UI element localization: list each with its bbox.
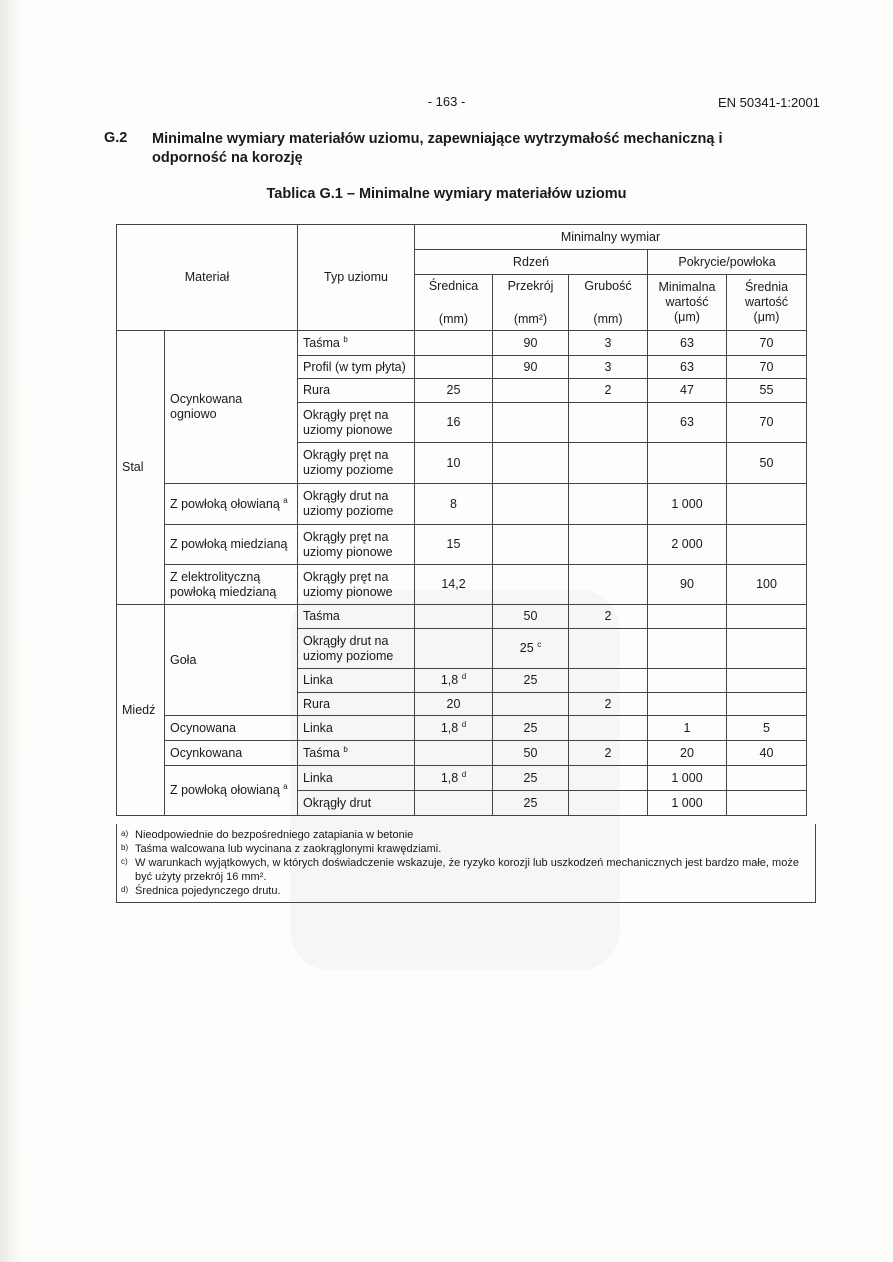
group-lead-coated-steel [165, 484, 298, 525]
table-row [117, 741, 807, 766]
note-marker: d) [121, 885, 129, 894]
table-title: Tablica G.1 – Minimalne wymiary materiałów uziomu [266, 186, 627, 202]
section-number: G.2 [104, 130, 128, 146]
cell-diameter: 10 [415, 443, 493, 484]
cell-section: 25 [493, 766, 569, 791]
header-core: Rdzeń [415, 250, 648, 275]
note-item [121, 856, 809, 884]
cell-min: 63 [648, 331, 727, 356]
note-mark: d [461, 719, 467, 729]
cell-min: 90 [648, 565, 727, 605]
cell-section [493, 565, 569, 605]
cell-avg [727, 791, 807, 816]
cell-type: Okrągły drut na uziomy poziome [298, 484, 415, 525]
diameter-value: 1,8 [440, 720, 459, 735]
cell-thickness [569, 525, 648, 565]
cell-type: Rura [298, 379, 415, 403]
cell-section: 50 [493, 605, 569, 629]
cell-min: 63 [648, 403, 727, 443]
table-row [117, 331, 807, 356]
cell-diameter [415, 629, 493, 669]
cell-type: Linka [298, 766, 415, 791]
header-min-dimension: Minimalny wymiar [415, 225, 807, 250]
cell-section [493, 484, 569, 525]
cell-thickness [569, 565, 648, 605]
note-mark: b [343, 334, 348, 344]
cell-thickness [569, 766, 648, 791]
cell-thickness [569, 403, 648, 443]
note-marker: b) [121, 843, 129, 852]
note-text: Taśma walcowana lub wycinana z zaokrąglonymi krawędziami. [135, 843, 442, 855]
cell-section [493, 403, 569, 443]
cell-type [298, 741, 415, 766]
cell-thickness: 3 [569, 356, 648, 379]
cell-min: 1 000 [648, 791, 727, 816]
note-item [121, 884, 809, 898]
cell-type: Okrągły drut [298, 791, 415, 816]
group-copper: Miedź [117, 605, 165, 816]
cell-diameter: 25 [415, 379, 493, 403]
cell-avg [727, 525, 807, 565]
page-number: - 163 - [427, 94, 466, 109]
cell-avg [727, 669, 807, 693]
cell-thickness [569, 443, 648, 484]
group-hot-dip: Ocynkowana ogniowo [165, 331, 298, 484]
cell-avg: 55 [727, 379, 807, 403]
diameter-label: Średnica [428, 278, 479, 293]
group-electro-copper: Z elektrolityczną powłoką miedzianą [165, 565, 298, 605]
cell-section: 50 [493, 741, 569, 766]
table-row [117, 484, 807, 525]
diameter-unit: (mm) [438, 311, 469, 326]
cell-section: 25 [493, 791, 569, 816]
cell-avg: 100 [727, 565, 807, 605]
group-tinned: Ocynowana [165, 716, 298, 741]
cell-diameter: 8 [415, 484, 493, 525]
cell-min: 47 [648, 379, 727, 403]
cell-avg [727, 484, 807, 525]
table-row [117, 565, 807, 605]
avg-value-label: Średnia wartość [744, 280, 789, 309]
cell-type [298, 331, 415, 356]
section-label: Przekrój [507, 278, 554, 293]
cell-section [493, 525, 569, 565]
cell-type: Linka [298, 669, 415, 693]
cell-type: Taśma [298, 605, 415, 629]
thickness-label: Grubość [584, 278, 632, 293]
cell-min: 1 000 [648, 766, 727, 791]
cell-min [648, 669, 727, 693]
header-avg-value [727, 275, 807, 331]
cell-section: 25 [493, 716, 569, 741]
cell-avg [727, 693, 807, 716]
cell-thickness: 3 [569, 331, 648, 356]
cell-avg: 50 [727, 443, 807, 484]
note-item [121, 828, 809, 842]
header-type: Typ uziomu [298, 225, 415, 331]
cell-type: Okrągły drut na uziomy poziome [298, 629, 415, 669]
cell-avg: 70 [727, 403, 807, 443]
cell-min: 63 [648, 356, 727, 379]
cell-avg: 70 [727, 356, 807, 379]
section-unit: (mm²) [513, 311, 548, 326]
type-label: Taśma [303, 745, 340, 760]
cell-min: 1 000 [648, 484, 727, 525]
cell-diameter [415, 791, 493, 816]
note-item [121, 842, 809, 856]
group-label: Z powłoką ołowianą [170, 783, 280, 797]
cell-thickness: 2 [569, 741, 648, 766]
table-row [117, 605, 807, 629]
cell-section [493, 629, 569, 669]
note-mark: c [537, 639, 542, 649]
cell-diameter: 16 [415, 403, 493, 443]
cell-diameter [415, 766, 493, 791]
note-mark: d [461, 671, 467, 681]
cell-avg: 40 [727, 741, 807, 766]
cell-avg [727, 766, 807, 791]
cell-thickness [569, 629, 648, 669]
cell-diameter [415, 716, 493, 741]
note-text: W warunkach wyjątkowych, w których doświadczenie wskazuje, że ryzyko korozji lub uszkodzeń mechanicznych jest bardzo małe, może być użyty przekrój 16 mm². [135, 857, 799, 883]
group-bare: Goła [165, 605, 298, 716]
cell-thickness: 2 [569, 693, 648, 716]
section-value: 25 [519, 641, 534, 655]
cell-thickness [569, 484, 648, 525]
dimensions-table [116, 224, 807, 816]
thickness-unit: (mm) [593, 311, 623, 326]
cell-diameter: 20 [415, 693, 493, 716]
note-mark: a [283, 781, 288, 791]
cell-thickness [569, 791, 648, 816]
table-row [117, 716, 807, 741]
cell-section [493, 379, 569, 403]
header-thickness [569, 275, 648, 331]
note-marker: a) [121, 829, 129, 838]
section-title: Minimalne wymiary materiałów uziomu, zapewniające wytrzymałość mechaniczną i odporność na korozję [152, 131, 723, 166]
header-section [493, 275, 569, 331]
cell-min: 20 [648, 741, 727, 766]
group-lead-coated-copper [165, 766, 298, 816]
header-diameter [415, 275, 493, 331]
cell-thickness: 2 [569, 379, 648, 403]
cell-diameter: 15 [415, 525, 493, 565]
note-text: Nieodpowiednie do bezpośredniego zatapiania w betonie [135, 829, 414, 841]
cell-avg: 70 [727, 331, 807, 356]
cell-type: Okrągły pręt na uziomy poziome [298, 443, 415, 484]
note-mark: b [343, 744, 348, 754]
cell-section: 90 [493, 356, 569, 379]
group-galvanized: Ocynkowana [165, 741, 298, 766]
group-copper-coated: Z powłoką miedzianą [165, 525, 298, 565]
note-mark: d [461, 769, 467, 779]
cell-min [648, 605, 727, 629]
table-row [117, 525, 807, 565]
diameter-value: 1,8 [440, 770, 459, 785]
cell-avg: 5 [727, 716, 807, 741]
cell-thickness: 2 [569, 605, 648, 629]
cell-diameter [415, 356, 493, 379]
table-row [117, 766, 807, 791]
cell-diameter [415, 741, 493, 766]
cell-type: Linka [298, 716, 415, 741]
cell-section: 25 [493, 669, 569, 693]
header-min-value [648, 275, 727, 331]
cell-type: Okrągły pręt na uziomy pionowe [298, 565, 415, 605]
cell-min [648, 629, 727, 669]
cell-type: Rura [298, 693, 415, 716]
cell-diameter [415, 331, 493, 356]
avg-value-unit: (μm) [753, 310, 780, 324]
header-coating: Pokrycie/powłoka [648, 250, 807, 275]
cell-min: 1 [648, 716, 727, 741]
table-notes [116, 824, 816, 903]
cell-min [648, 693, 727, 716]
cell-avg [727, 629, 807, 669]
cell-section: 90 [493, 331, 569, 356]
min-value-unit: (μm) [674, 310, 700, 324]
standard-number: EN 50341-1:2001 [718, 95, 820, 110]
cell-section [493, 693, 569, 716]
cell-diameter: 14,2 [415, 565, 493, 605]
cell-type: Okrągły pręt na uziomy pionowe [298, 525, 415, 565]
header-material: Materiał [117, 225, 298, 331]
note-marker: c) [121, 857, 128, 866]
cell-diameter [415, 605, 493, 629]
group-steel: Stal [117, 331, 165, 605]
diameter-value: 1,8 [440, 673, 459, 687]
cell-thickness [569, 669, 648, 693]
min-value-label: Minimalna wartość [658, 280, 716, 309]
cell-min [648, 443, 727, 484]
cell-diameter [415, 669, 493, 693]
cell-section [493, 443, 569, 484]
cell-min: 2 000 [648, 525, 727, 565]
note-text: Średnica pojedynczego drutu. [135, 885, 281, 897]
cell-type: Okrągły pręt na uziomy pionowe [298, 403, 415, 443]
note-mark: a [283, 495, 288, 505]
cell-thickness [569, 716, 648, 741]
group-label: Z powłoką ołowianą [170, 496, 280, 511]
type-label: Taśma [303, 335, 340, 350]
cell-type: Profil (w tym płyta) [298, 356, 415, 379]
cell-avg [727, 605, 807, 629]
